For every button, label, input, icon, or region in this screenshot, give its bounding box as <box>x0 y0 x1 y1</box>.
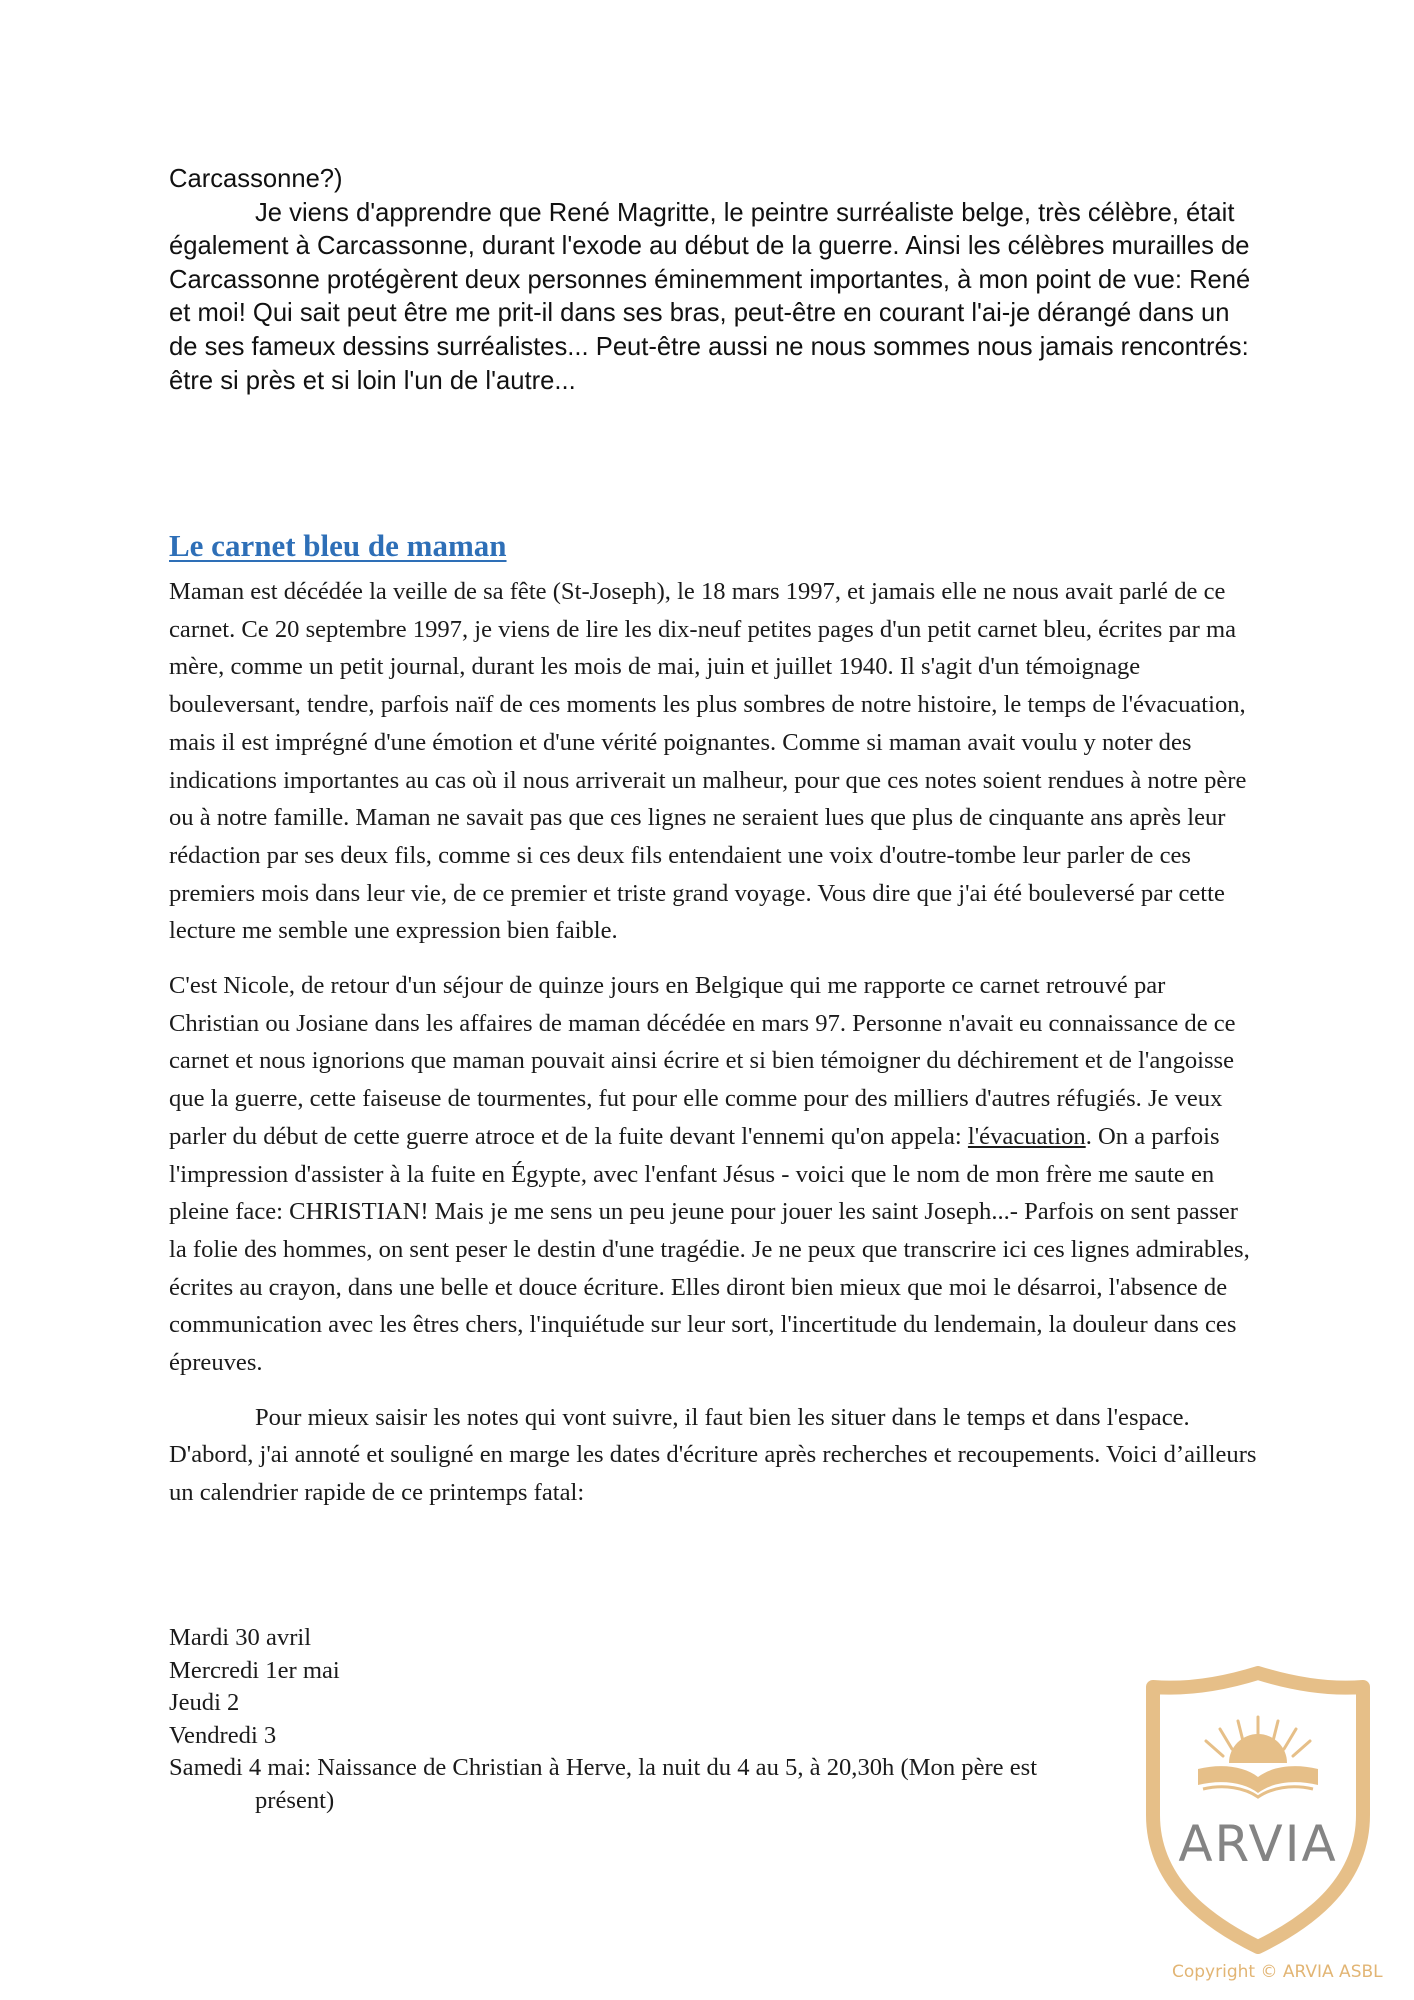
open-book-icon <box>1198 1766 1318 1797</box>
evacuation-underlined-term: l'évacuation <box>967 1122 1086 1150</box>
calendar-entry: Vendredi 3 <box>169 1721 277 1749</box>
logo-text: ARVIA <box>1178 1815 1338 1873</box>
copyright-notice: Copyright © ARVIA ASBL <box>1172 1962 1383 1982</box>
calendar-entry: Jeudi 2 <box>169 1689 240 1717</box>
paragraph-2-part-2: . On a parfois l'impression d'assister à la fuite en Égypte, avec l'enfant Jésus - voici que le nom de mon frère me saute en pleine face: CHRISTIAN! Mais je me sens un peu jeune pour jouer les saint Joseph...- Parfois on sent passer la folie des hommes, on sent peser le destin d'une tragédie. Je ne peux que transcrire ici ces lignes admirables, écrites au crayon, dans une belle et douce écriture. Elles diront bien mieux que moi le désarroi, l'absence de communication avec les êtres chers, l'inquiétude sur leur sort, l'incertitude du lendemain, la douleur dans ces épreuves. <box>169 1122 1250 1377</box>
section-body <box>169 573 1259 1512</box>
calendar-entry-continuation: présent) <box>255 1786 335 1814</box>
calendar-entry: Samedi 4 mai: Naissance de Christian à Herve, la nuit du 4 au 5, à 20,30h (Mon père est <box>169 1754 1038 1782</box>
intro-first-line: Carcassonne?) <box>169 165 343 193</box>
calendar-list <box>169 1622 1269 1818</box>
calendar-entry: Mercredi 1er mai <box>169 1656 340 1684</box>
paragraph-3: Pour mieux saisir les notes qui vont suivre, il faut bien les situer dans le temps et dans l'espace. D'abord, j'ai annoté et souligné en marge les dates d'écriture après recherches et recoupements. Voici d’ailleurs un calendrier rapide de ce printemps fatal: <box>169 1403 1257 1507</box>
paragraph-1: Maman est décédée la veille de sa fête (St-Joseph), le 18 mars 1997, et jamais elle ne nous avait parlé de ce carnet. Ce 20 septembre 1997, je viens de lire les dix-neuf petites pages d'un petit carnet bleu, écrites par ma mère, comme un petit journal, durant les mois de mai, juin et juillet 1940. Il s'agit d'un témoignage bouleversant, tendre, parfois naïf de ces moments les plus sombres de notre histoire, le temps de l'évacuation, mais il est imprégné d'une émotion et d'une vérité poignantes. Comme si maman avait voulu y noter des indications importantes au cas où il nous arriverait un malheur, pour que ces notes soient rendues à notre père ou à notre famille. Maman ne savait pas que ces lignes ne seraient lues que plus de cinquante ans après leur rédaction par ses deux fils, comme si ces deux fils entendaient une voix d'outre-tombe leur parler de ces premiers mois dans leur vie, de ce premier et triste grand voyage. Vous dire que j'ai été bouleversé par cette lecture me semble une expression bien faible. <box>169 578 1247 945</box>
shield-outline <box>1153 1673 1363 1947</box>
calendar-entry: Mardi 30 avril <box>169 1624 312 1651</box>
paragraph-2-part-1: C'est Nicole, de retour d'un séjour de quinze jours en Belgique qui me rapporte ce carnet retrouvé par Christian ou Josiane dans les affaires de maman décédée en mars 97. Personne n'avait eu connaissance de ce carnet et nous ignorions que maman pouvait ainsi écrire et si bien témoigner du déchirement et de l'angoisse que la guerre, cette faiseuse de tourmentes, fut pour elle comme pour des milliers d'autres réfugiés. Je veux parler du début de cette guerre atroce et de la fuite devant l'ennemi qu'on appela: <box>169 972 1236 1150</box>
shield-logo-icon <box>1143 1665 1373 1955</box>
half-sun-icon <box>1229 1734 1287 1763</box>
paragraph-2 <box>169 967 1259 1382</box>
arvia-watermark-logo <box>1143 1665 1373 1955</box>
section-heading-link[interactable]: Le carnet bleu de maman <box>169 528 507 563</box>
intro-block <box>169 163 1259 398</box>
intro-paragraph: Je viens d'apprendre que René Magritte, le peintre surréaliste belge, très célèbre, était également à Carcassonne, durant l'exode au début de la guerre. Ainsi les célèbres murailles de Carcassonne protégèrent deux personnes éminemment importantes, à mon point de vue: René et moi! Qui sait peut être me prit-il dans ses bras, peut-être en courant l'ai-je dérangé dans un de ses fameux dessins surréalistes... Peut-être aussi ne nous sommes nous jamais rencontrés: être si près et si loin l'un de l'autre... <box>169 198 1251 395</box>
